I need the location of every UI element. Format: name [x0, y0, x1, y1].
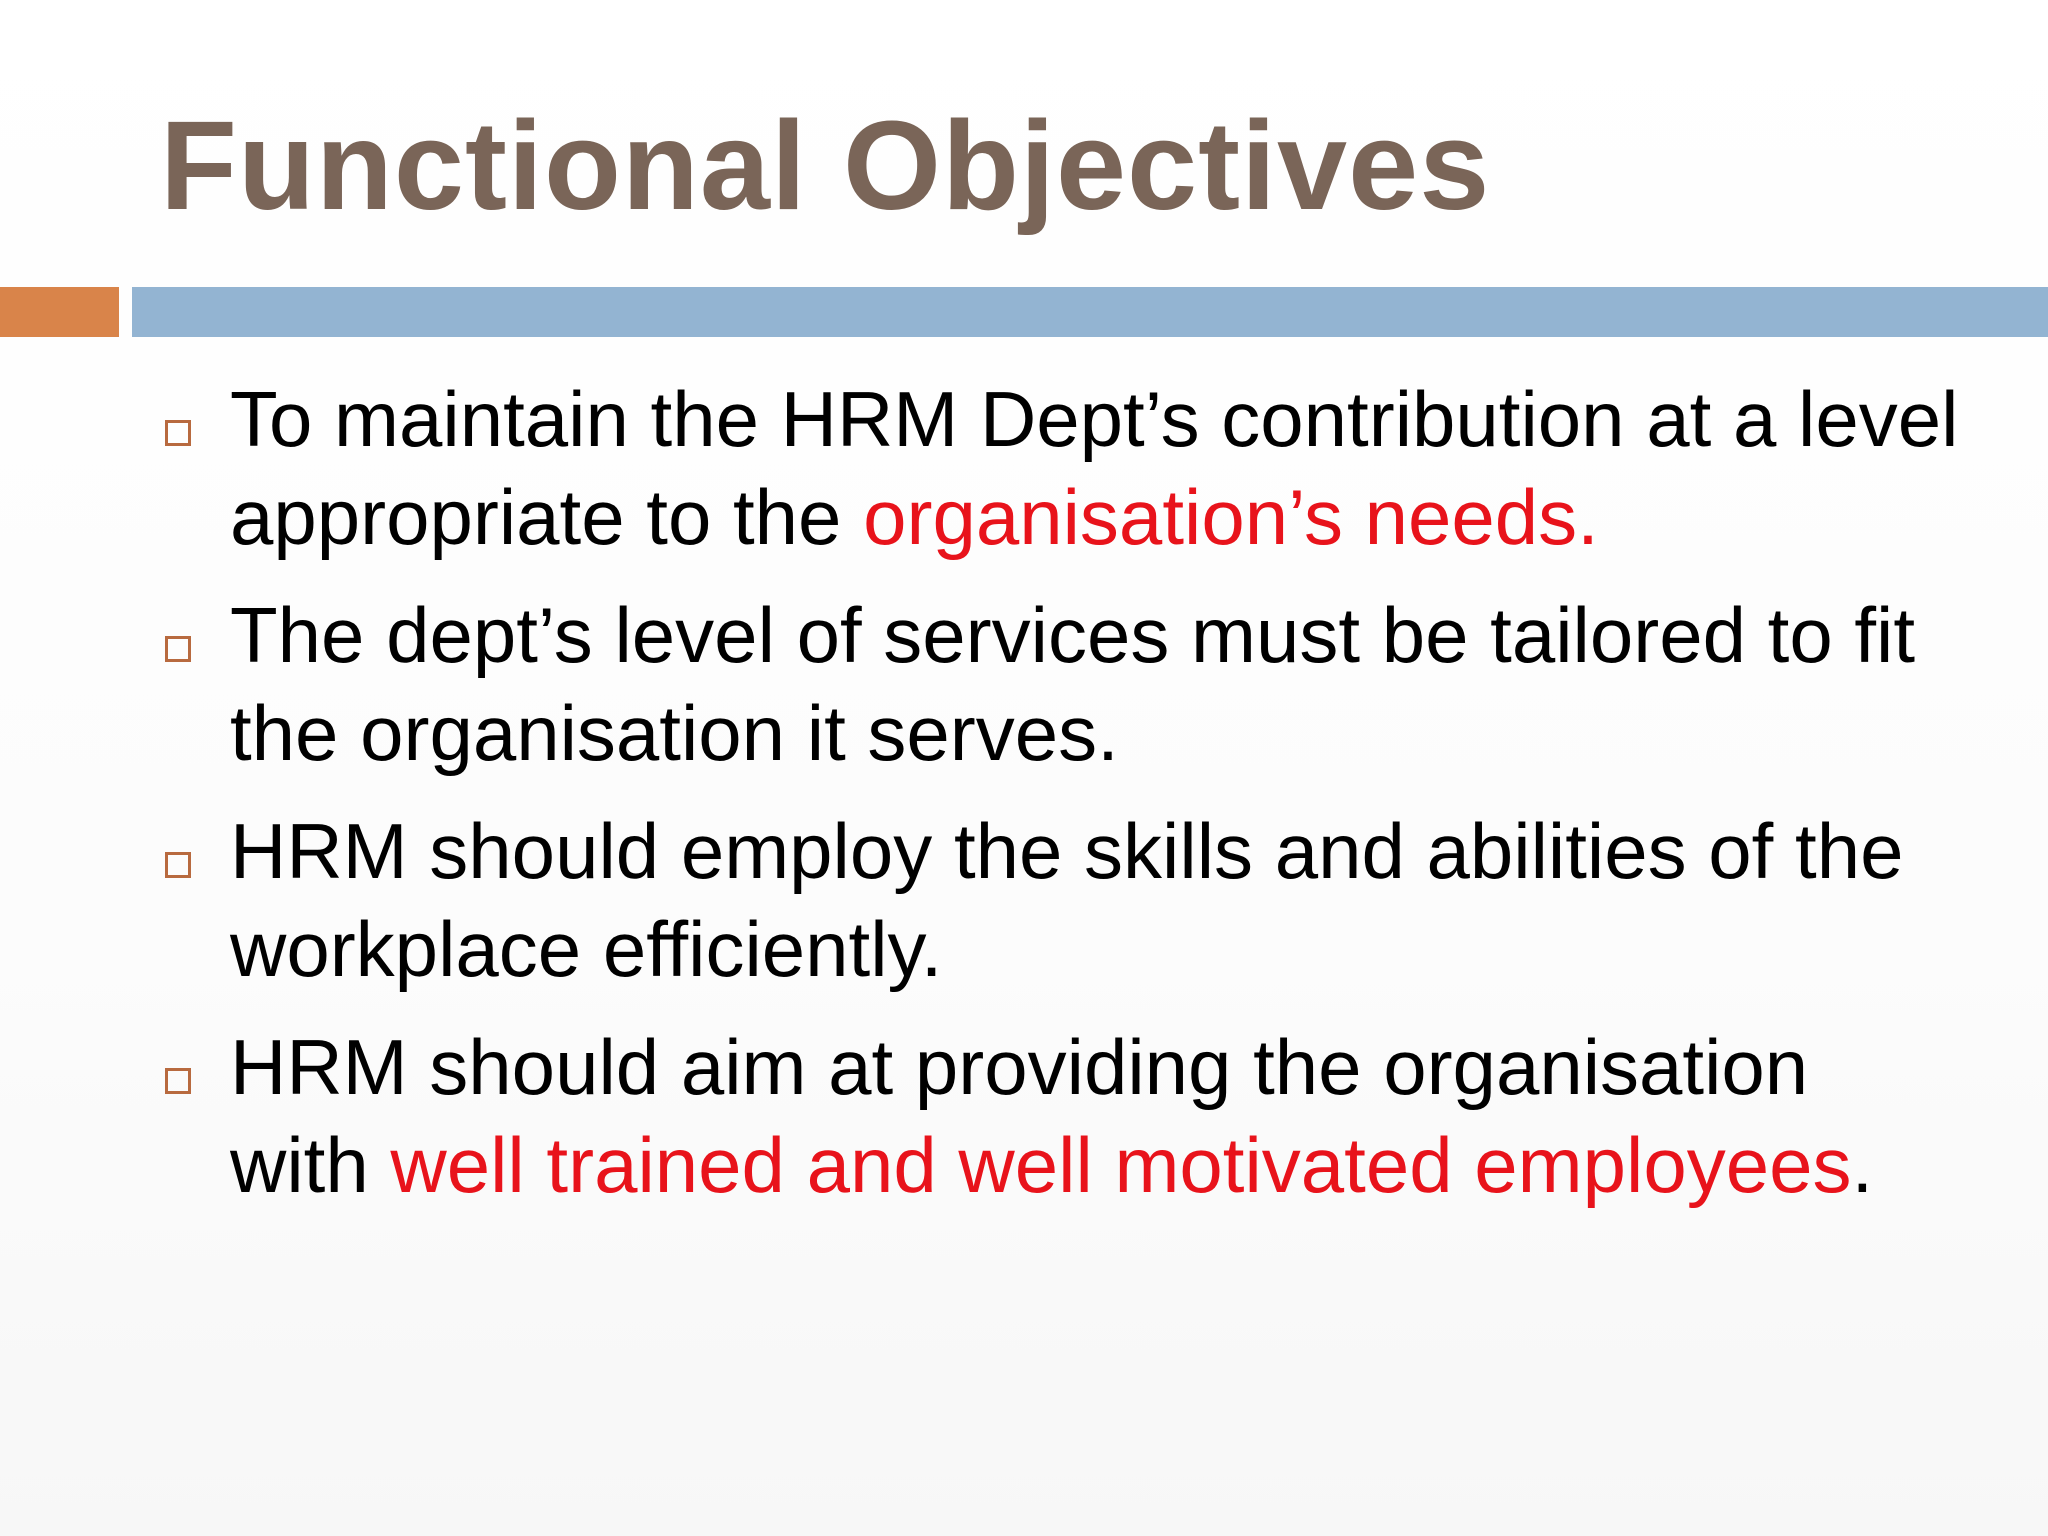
bullet-text: HRM should employ the skills and abilities of the workplace efficiently. — [230, 807, 1904, 993]
title-divider-bar — [132, 287, 2048, 337]
accent-bar — [0, 287, 119, 337]
bullet-highlight: well trained and well motivated employees — [390, 1121, 1852, 1209]
bullet-list — [160, 370, 1960, 1234]
bullet-item — [160, 1018, 1960, 1214]
bullet-text-after: . — [1851, 1121, 1874, 1209]
slide-title: Functional Objectives — [160, 95, 1491, 236]
bullet-item — [160, 370, 1960, 566]
bullet-highlight: organisation’s needs. — [863, 473, 1599, 561]
square-outline-icon — [165, 1068, 191, 1094]
bullet-text: The dept’s level of services must be tailored to fit the organisation it serves. — [230, 591, 1916, 777]
bullet-item — [160, 802, 1960, 998]
square-outline-icon — [165, 636, 191, 662]
bullet-item — [160, 586, 1960, 782]
square-outline-icon — [165, 420, 191, 446]
bullet-text: To maintain the HRM Dept’s contribution at a level appropriate to the — [230, 375, 1959, 561]
square-outline-icon — [165, 852, 191, 878]
bullet-text: HRM should aim at providing the organisation with — [230, 1023, 1809, 1209]
